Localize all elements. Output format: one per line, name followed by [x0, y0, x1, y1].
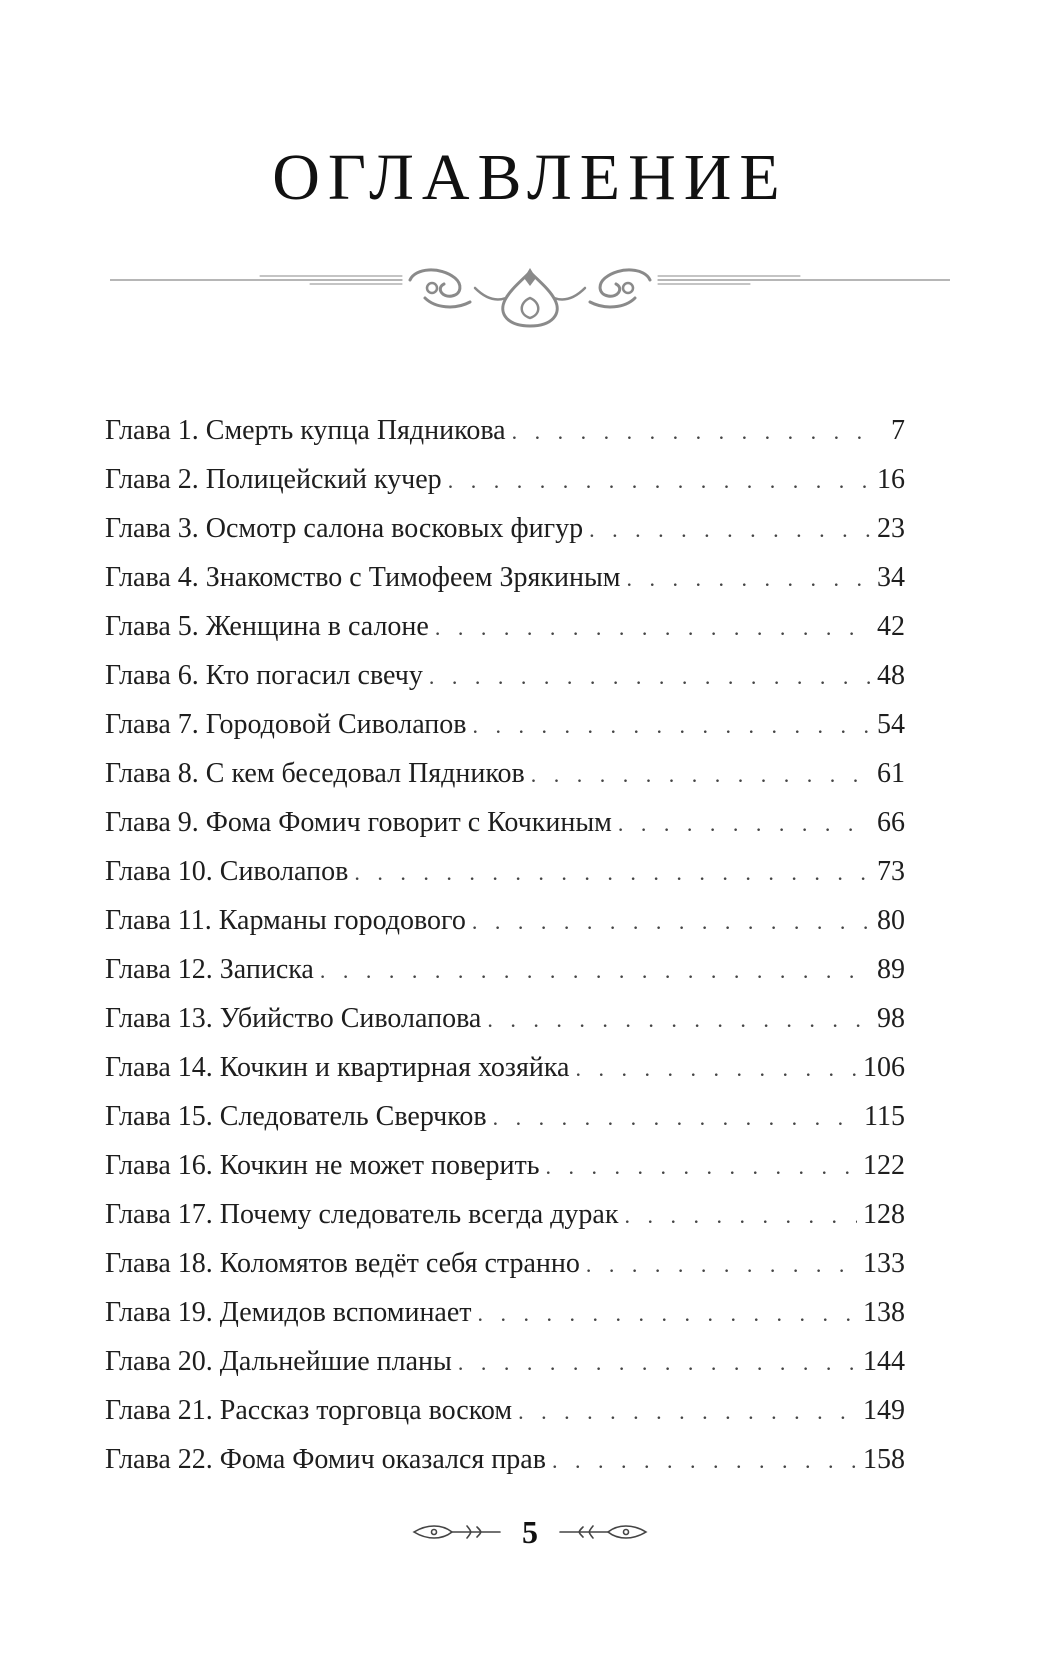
toc-entry[interactable]: [105, 1150, 905, 1199]
page-number: 128: [863, 1199, 905, 1230]
toc-entry[interactable]: [105, 758, 905, 807]
dot-leader: [518, 1399, 857, 1425]
chapter-title: Глава 2. Полицейский кучер: [105, 464, 442, 495]
dot-leader: [618, 811, 871, 837]
chapter-title: Глава 12. Записка: [105, 954, 314, 985]
chapter-title: Глава 21. Рассказ торговца воском: [105, 1395, 513, 1426]
dot-leader: [320, 958, 871, 984]
dot-leader: [627, 566, 871, 592]
dot-leader: [354, 860, 871, 886]
table-of-contents: [105, 415, 905, 1493]
page-number: 42: [877, 611, 905, 642]
dot-leader: [478, 1301, 857, 1327]
dot-leader: [473, 713, 872, 739]
chapter-title: Глава 9. Фома Фомич говорит с Кочкиным: [105, 807, 612, 838]
page-number: 23: [877, 513, 905, 544]
toc-entry[interactable]: [105, 660, 905, 709]
dot-leader: [487, 1007, 871, 1033]
toc-entry[interactable]: [105, 1199, 905, 1248]
chapter-title: Глава 17. Почему следователь всегда дурак: [105, 1199, 619, 1230]
chapter-title: Глава 16. Кочкин не может поверить: [105, 1150, 540, 1181]
toc-entry[interactable]: [105, 1101, 905, 1150]
chapter-title: Глава 6. Кто погасил свечу: [105, 660, 423, 691]
chapter-title: Глава 14. Кочкин и квартирная хозяйка: [105, 1052, 570, 1083]
dot-leader: [458, 1350, 857, 1376]
toc-entry[interactable]: [105, 1003, 905, 1052]
chapter-title: Глава 13. Убийство Сиволапова: [105, 1003, 482, 1034]
page-number: 144: [863, 1346, 905, 1377]
dot-leader: [546, 1154, 857, 1180]
toc-entry[interactable]: [105, 464, 905, 513]
dot-leader: [448, 468, 871, 494]
left-flourish-icon: [412, 1522, 502, 1542]
toc-entry[interactable]: [105, 562, 905, 611]
toc-entry[interactable]: [105, 415, 905, 464]
toc-entry[interactable]: [105, 1444, 905, 1493]
toc-entry[interactable]: [105, 954, 905, 1003]
page-title: ОГЛАВЛЕНИЕ: [272, 141, 788, 214]
dot-leader: [472, 909, 871, 935]
toc-entry[interactable]: [105, 709, 905, 758]
toc-entry[interactable]: [105, 1395, 905, 1444]
dot-leader: [586, 1252, 857, 1278]
toc-entry[interactable]: [105, 807, 905, 856]
toc-entry[interactable]: [105, 1297, 905, 1346]
page-number: 98: [877, 1003, 905, 1034]
chapter-title: Глава 11. Карманы городового: [105, 905, 466, 936]
page-number: 138: [863, 1297, 905, 1328]
page-number: 80: [877, 905, 905, 936]
chapter-title: Глава 20. Дальнейшие планы: [105, 1346, 452, 1377]
page-number: 149: [863, 1395, 905, 1426]
page-number: 16: [877, 464, 905, 495]
chapter-title: Глава 15. Следователь Сверчков: [105, 1101, 487, 1132]
dot-leader: [512, 419, 871, 445]
chapter-title: Глава 3. Осмотр салона восковых фигур: [105, 513, 584, 544]
page-number: 106: [863, 1052, 905, 1083]
page-number: 158: [863, 1444, 905, 1475]
dot-leader: [624, 1203, 857, 1229]
toc-entry[interactable]: [105, 1052, 905, 1101]
toc-entry[interactable]: [105, 856, 905, 905]
dot-leader: [531, 762, 871, 788]
toc-entry[interactable]: [105, 1248, 905, 1297]
page-number: 89: [877, 954, 905, 985]
page-number: 34: [877, 562, 905, 593]
chapter-title: Глава 18. Коломятов ведёт себя странно: [105, 1248, 580, 1279]
dot-leader: [435, 615, 871, 641]
right-flourish-icon: [558, 1522, 648, 1542]
chapter-title: Глава 1. Смерть купца Пядникова: [105, 415, 506, 446]
chapter-title: Глава 4. Знакомство с Тимофеем Зрякиным: [105, 562, 621, 593]
page-number-footer: 5: [522, 1513, 538, 1550]
page-number: 66: [877, 807, 905, 838]
page-number: 73: [877, 856, 905, 887]
chapter-title: Глава 7. Городовой Сиволапов: [105, 709, 467, 740]
page-number: 54: [877, 709, 905, 740]
toc-entry[interactable]: [105, 905, 905, 954]
dot-leader: [493, 1105, 858, 1131]
page-number: 7: [891, 415, 905, 446]
page-number: 61: [877, 758, 905, 789]
toc-entry[interactable]: [105, 513, 905, 562]
flourish-divider-icon: [110, 268, 950, 348]
toc-entry[interactable]: [105, 1346, 905, 1395]
page-footer: [0, 1512, 1060, 1552]
dot-leader: [429, 664, 871, 690]
chapter-title: Глава 19. Демидов вспоминает: [105, 1297, 472, 1328]
dot-leader: [589, 517, 871, 543]
toc-entry[interactable]: [105, 611, 905, 660]
page-number: 133: [863, 1248, 905, 1279]
dot-leader: [552, 1448, 857, 1474]
chapter-title: Глава 22. Фома Фомич оказался прав: [105, 1444, 546, 1475]
chapter-title: Глава 8. С кем беседовал Пядников: [105, 758, 525, 789]
chapter-title: Глава 10. Сиволапов: [105, 856, 349, 887]
chapter-title: Глава 5. Женщина в салоне: [105, 611, 429, 642]
page-number: 115: [864, 1101, 905, 1132]
page-number: 48: [877, 660, 905, 691]
dot-leader: [575, 1056, 857, 1082]
page-number: 122: [863, 1150, 905, 1181]
